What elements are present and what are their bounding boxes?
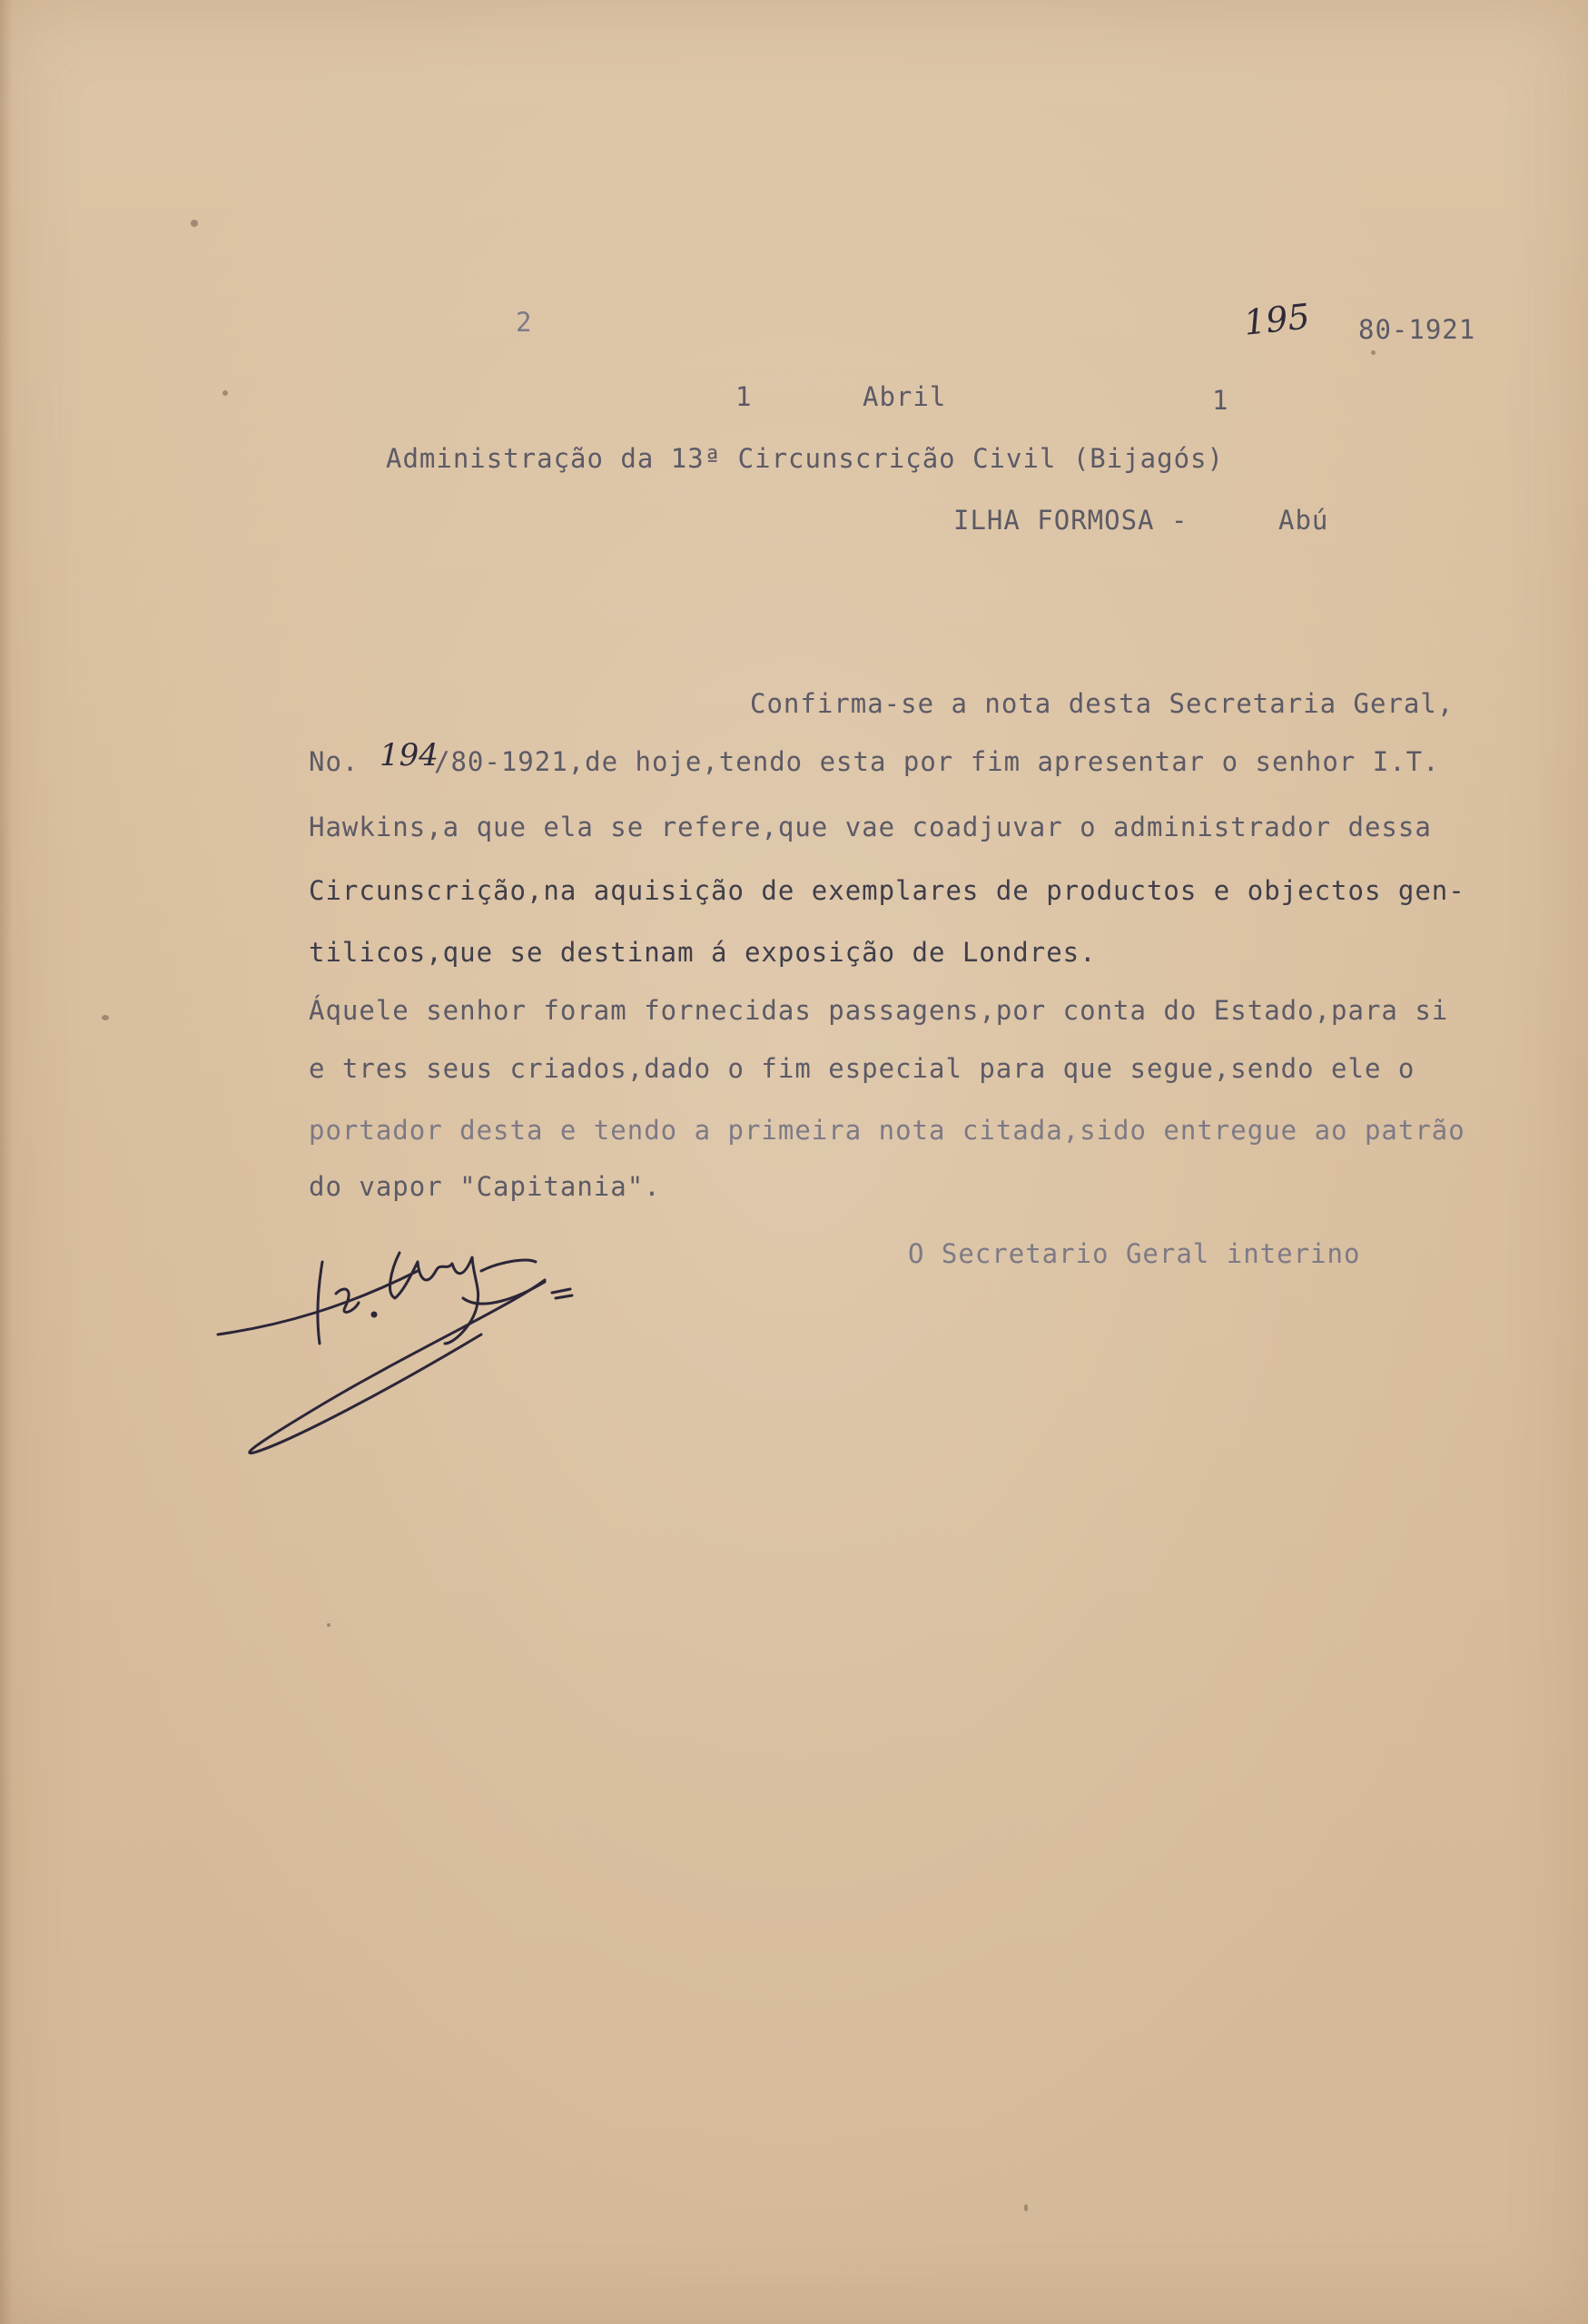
paper-speck <box>327 1623 330 1627</box>
recipient-line: Administração da 13ª Circunscrição Civil (Bijagós) <box>386 443 1224 474</box>
location-island: ILHA FORMOSA - <box>953 505 1189 536</box>
date-month: Abril <box>863 381 947 412</box>
body-line-8: portador desta e tendo a primeira nota citada,sido entregue ao patrão <box>309 1115 1465 1146</box>
handwritten-signature <box>209 1207 636 1471</box>
body-line-2-rest: /80-1921,de hoje,tendo esta por fim apresentar o senhor I.T. <box>434 746 1440 777</box>
date-year: 1 <box>1212 385 1229 416</box>
signatory-title: O Secretario Geral interino <box>908 1238 1361 1269</box>
body-line-3: Hawkins,a que ela se refere,que vae coadjuvar o administrador dessa <box>309 812 1432 842</box>
body-line-4: Circunscrição,na aquisição de exemplares de productos e objectos gen- <box>309 875 1465 906</box>
reference-handwritten-number: 195 <box>1241 296 1312 343</box>
body-line-2-prefix: No. <box>309 746 360 777</box>
location-place: Abú <box>1278 505 1329 536</box>
body-line-9: do vapor "Capitania". <box>309 1171 661 1202</box>
page-number: 2 <box>516 307 533 338</box>
body-line-5: tilicos,que se destinam á exposição de Londres. <box>309 937 1097 968</box>
reference-number: 80-1921 <box>1358 314 1476 345</box>
body-line-1: Confirma-se a nota desta Secretaria Geral, <box>750 688 1455 719</box>
date-day: 1 <box>735 381 753 412</box>
paper-speck <box>102 1015 109 1020</box>
paper-speck <box>1371 350 1376 355</box>
body-line-2-handwritten-number: 194 <box>380 737 439 773</box>
paper-speck <box>222 390 228 396</box>
paper-speck <box>191 220 198 227</box>
body-line-6: Áquele senhor foram fornecidas passagens,por conta do Estado,para si <box>309 995 1449 1026</box>
paper-speck <box>1024 2204 1028 2211</box>
page-edge <box>0 0 13 2324</box>
body-line-7: e tres seus criados,dado o fim especial para que segue,sendo ele o <box>309 1053 1415 1084</box>
